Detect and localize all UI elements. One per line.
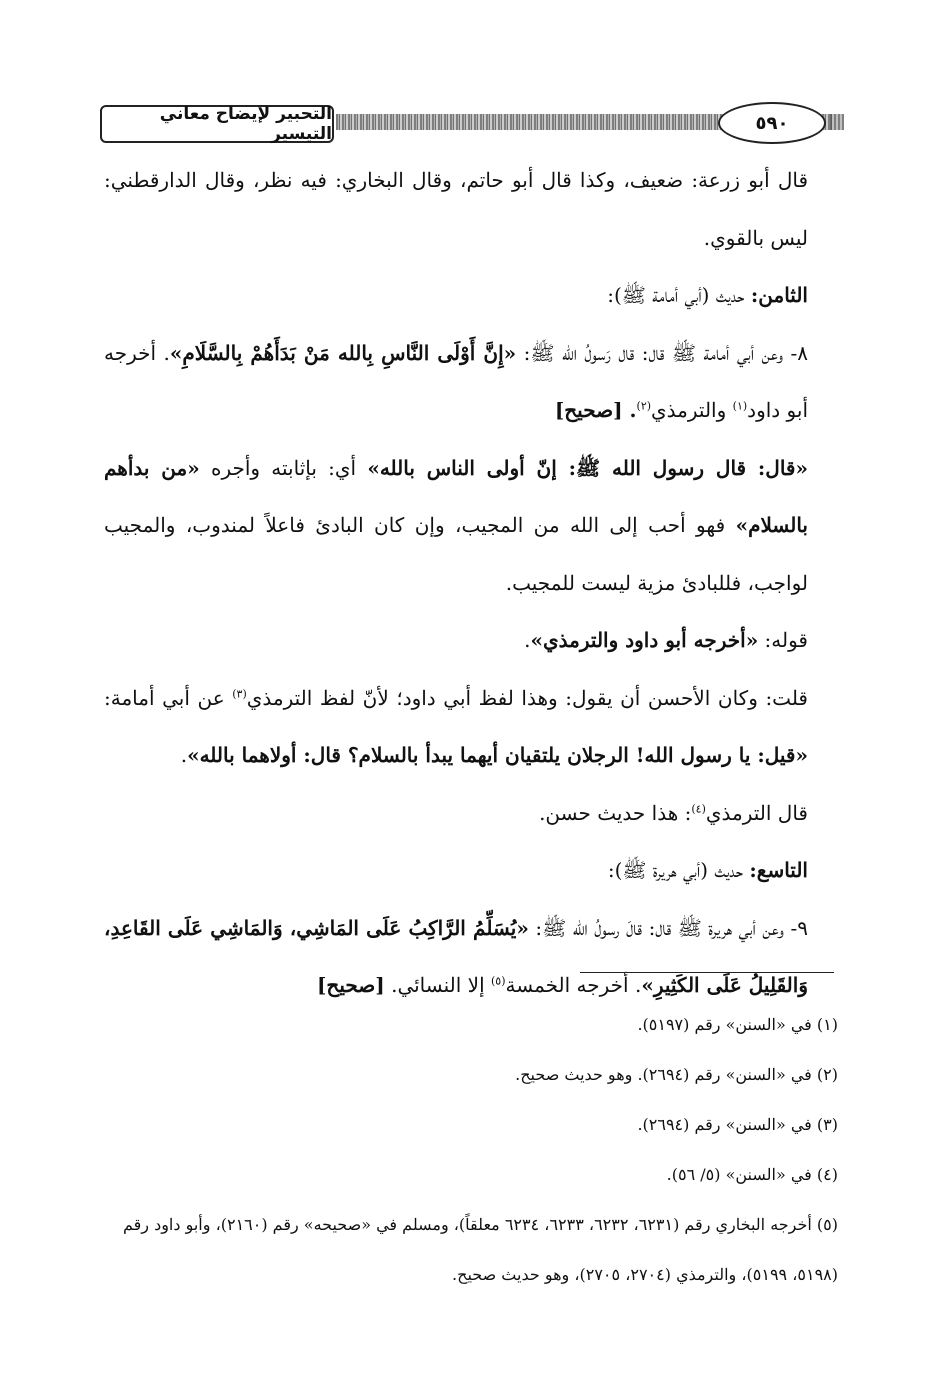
commentary-lead: قوله: bbox=[758, 628, 808, 652]
commentary-text-4: عن أبي أمامة: bbox=[104, 685, 233, 710]
punctuation: . bbox=[524, 628, 531, 652]
section-label-ninth: التاسع: bbox=[749, 858, 808, 882]
commentary-text-3: قلت: وكان الأحسن أن يقول: وهذا لفظ أبي داود؛ لأنّ لفظ الترمذي bbox=[246, 685, 808, 710]
hadith-8-intro: ٨- وعن أبي أمامة ﷺ قال: قال رَسولُ الله ﷺ: bbox=[516, 340, 809, 365]
hadith-8-source-2: والترمذي bbox=[651, 398, 733, 422]
page-header bbox=[100, 98, 842, 148]
main-text bbox=[104, 152, 838, 1015]
footnote-4: (٤) في «السنن» (٥/ ٥٦). bbox=[666, 1165, 838, 1184]
footnote-ref-4[interactable]: (٤) bbox=[691, 801, 706, 815]
running-title: التحبير لإيضاح معاني التيسير bbox=[100, 105, 334, 143]
footnote-ref-2[interactable]: (٢) bbox=[636, 399, 652, 413]
section-label-eighth: الثامن: bbox=[750, 283, 808, 307]
footnote-3: (٣) في «السنن» رقم (٢٦٩٤). bbox=[637, 1115, 838, 1134]
commentary-quote-1: «قال: قال رسول الله ﷺ: إنّ أولى الناس بالله» bbox=[367, 455, 808, 480]
hadith-9-grade: [صحيح] bbox=[316, 973, 385, 997]
hadith-9-source-2: إلا النسائي. bbox=[384, 973, 491, 997]
hadith-8-text: «إِنَّ أَوْلَى النَّاسِ بِالله مَنْ بَدَأَهُمْ بِالسَّلَامِ» bbox=[169, 340, 517, 365]
commentary-text-6: : هذا حديث حسن. bbox=[539, 800, 692, 825]
hadith-9-source: . أخرجه الخمسة bbox=[505, 973, 642, 997]
hadith-9-text: «يُسَلِّمُ الرَّاكِبُ عَلَى المَاشِي، وَالمَاشِي عَلَى القَاعِدِ، وَالقَلِيلُ عَلَى الكَثِيرِ» bbox=[104, 915, 808, 997]
commentary-text-5: قال الترمذي bbox=[705, 800, 808, 825]
paragraph-3 bbox=[104, 325, 838, 440]
paragraph-1: قال أبو زرعة: ضعيف، وكذا قال أبو حاتم، وقال البخاري: فيه نظر، وقال الدارقطني: ليس بالقوي. bbox=[104, 168, 808, 250]
paragraph-2 bbox=[104, 267, 838, 325]
hadith-8-source: . أخرجه أبو داود bbox=[104, 340, 808, 422]
paragraph-8 bbox=[104, 842, 838, 900]
footnote-ref-5[interactable]: (٥) bbox=[490, 974, 506, 988]
hadith-9-intro: ٩- وعن أبي هريرة ﷺ قال: قالَ رسولُ الله ﷺ: bbox=[528, 915, 808, 940]
footnotes bbox=[104, 1000, 838, 1300]
section-title-ninth: حديث (أبي هريرة ﷺ): bbox=[607, 858, 750, 882]
section-title-eighth: حديث (أبي أمامة ﷺ): bbox=[607, 283, 751, 307]
paragraph-5 bbox=[104, 612, 838, 670]
footnote-5: (٥) أخرجه البخاري رقم (٦٢٣١، ٦٢٣٢، ٦٢٣٣، ٦٢٣٤ معلقاً)، ومسلم في «صحيحه» رقم (٢١٦٠)، وأبو داود رقم (٥١٩٨، ٥١٩٩)، والترمذي (٢٧٠٤، ٢٧٠٥)، وهو حديث صحيح. bbox=[122, 1215, 838, 1284]
commentary-quote-3: «أخرجه أبو داود والترمذي» bbox=[530, 628, 759, 652]
paragraph-7 bbox=[104, 785, 838, 843]
punctuation: . bbox=[180, 743, 188, 767]
paragraph-6 bbox=[104, 670, 838, 785]
hadith-8-grade: . [صحيح] bbox=[554, 398, 637, 422]
paragraph-4 bbox=[104, 440, 838, 613]
commentary-text-1: أي: بإثابته وأجره bbox=[199, 455, 368, 480]
footnote-divider bbox=[580, 972, 834, 973]
footnote-2: (٢) في «السنن» رقم (٢٦٩٤). وهو حديث صحيح. bbox=[515, 1065, 838, 1084]
footnote-ref-1[interactable]: (١) bbox=[732, 399, 748, 413]
commentary-quote-4: «قيل: يا رسول الله! الرجلان يلتقيان أيهما يبدأ بالسلام؟ قال: أولاهما بالله» bbox=[187, 743, 808, 767]
commentary-quote-2: «من بدأهم بالسلام» bbox=[104, 455, 808, 537]
commentary-text-2: فهو أحب إلى الله من المجيب، وإن كان البادئ فاعلاً لمندوب، والمجيب لواجب، فللبادئ مزية ليست للمجيب. bbox=[104, 513, 808, 595]
paragraph-9 bbox=[104, 900, 838, 1015]
footnote-1: (١) في «السنن» رقم (٥١٩٧). bbox=[637, 1015, 838, 1034]
footnote-ref-3[interactable]: (٣) bbox=[232, 686, 247, 700]
decorative-band-end bbox=[830, 114, 844, 130]
page-number: ٥٩٠ bbox=[718, 102, 826, 144]
